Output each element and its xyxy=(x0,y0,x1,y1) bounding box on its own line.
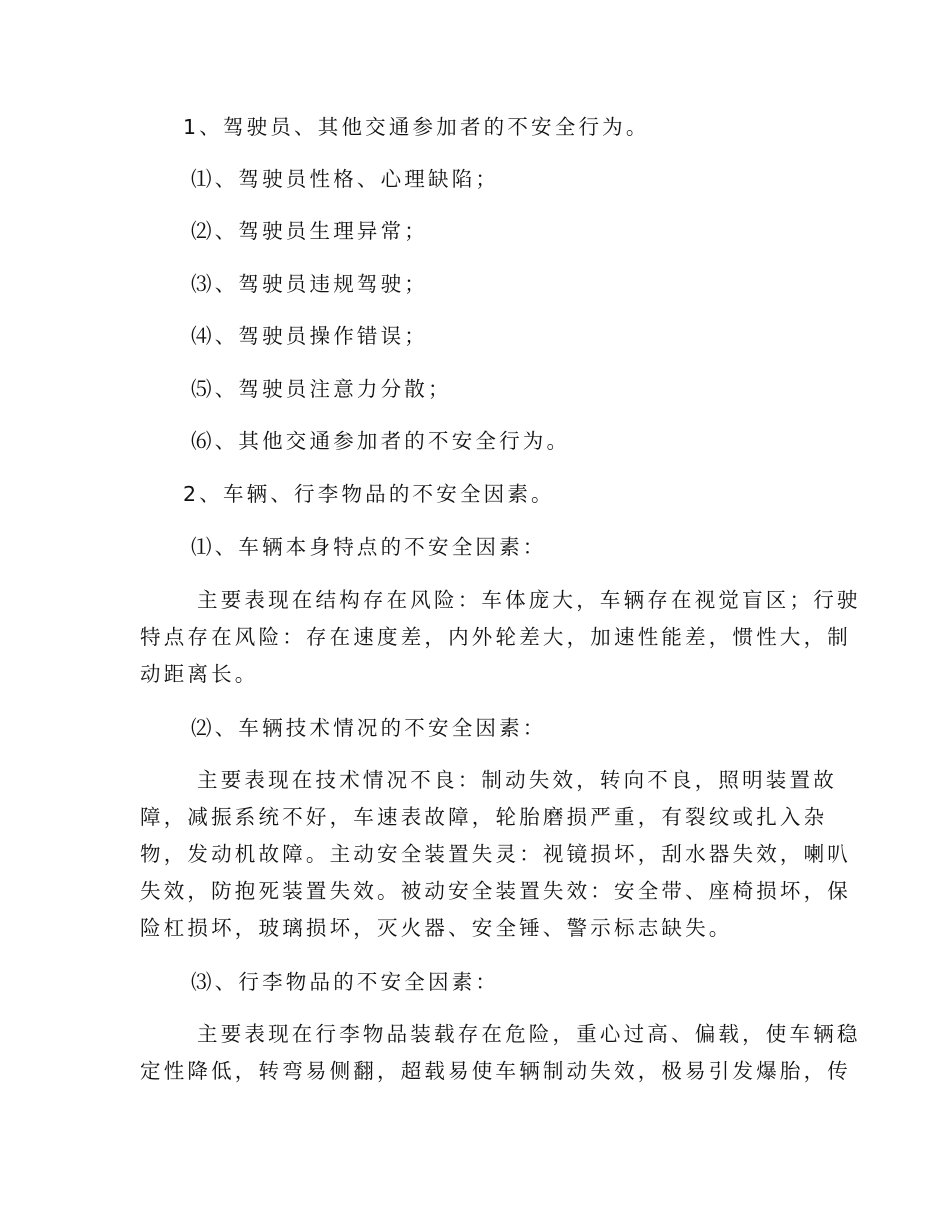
paragraph-line: 物，发动机故障。主动安全装置失灵：视镜损坏，刮水器失效，喇叭 xyxy=(140,842,851,866)
paragraph-line: 特点存在风险：存在速度差，内外轮差大，加速性能差，惯性大，制 xyxy=(140,625,851,649)
paragraph-line: 主要表现在行李物品装载存在危险，重心过高、偏载，使车辆稳 xyxy=(197,1022,861,1046)
paragraph-line: 主要表现在结构存在风险：车体庞大，车辆存在视觉盲区；行驶 xyxy=(197,588,861,612)
paragraph-line: 主要表现在技术情况不良：制动失效，转向不良，照明装置故 xyxy=(197,768,837,792)
list-item: ⑵、驾驶员生理异常； xyxy=(191,219,428,243)
section-heading-1: 1、驾驶员、其他交通参加者的不安全行为。 xyxy=(183,115,650,139)
paragraph-line: 动距离长。 xyxy=(140,662,259,686)
paragraph-line: 险杠损坏，玻璃损坏，灭火器、安全锤、警示标志缺失。 xyxy=(140,916,733,940)
subheading: ⑶、行李物品的不安全因素： xyxy=(191,970,500,994)
list-item: ⑷、驾驶员操作错误； xyxy=(191,324,428,348)
list-item: ⑸、驾驶员注意力分散； xyxy=(191,377,452,401)
list-item: ⑴、驾驶员性格、心理缺陷； xyxy=(191,167,500,191)
subheading: ⑴、车辆本身特点的不安全因素： xyxy=(191,535,547,559)
paragraph-line: 定性降低，转弯易侧翻，超载易使车辆制动失效，极易引发爆胎，传 xyxy=(140,1059,851,1083)
section-heading-2: 2、车辆、行李物品的不安全因素。 xyxy=(183,482,555,506)
subheading: ⑵、车辆技术情况的不安全因素： xyxy=(191,716,547,740)
paragraph-line: 障，减振系统不好，车速表故障，轮胎磨损严重，有裂纹或扎入杂 xyxy=(140,805,828,829)
list-item: ⑹、其他交通参加者的不安全行为。 xyxy=(191,429,571,453)
list-item: ⑶、驾驶员违规驾驶； xyxy=(191,272,428,296)
paragraph-line: 失效，防抱死装置失效。被动安全装置失效：安全带、座椅损坏，保 xyxy=(140,879,851,903)
